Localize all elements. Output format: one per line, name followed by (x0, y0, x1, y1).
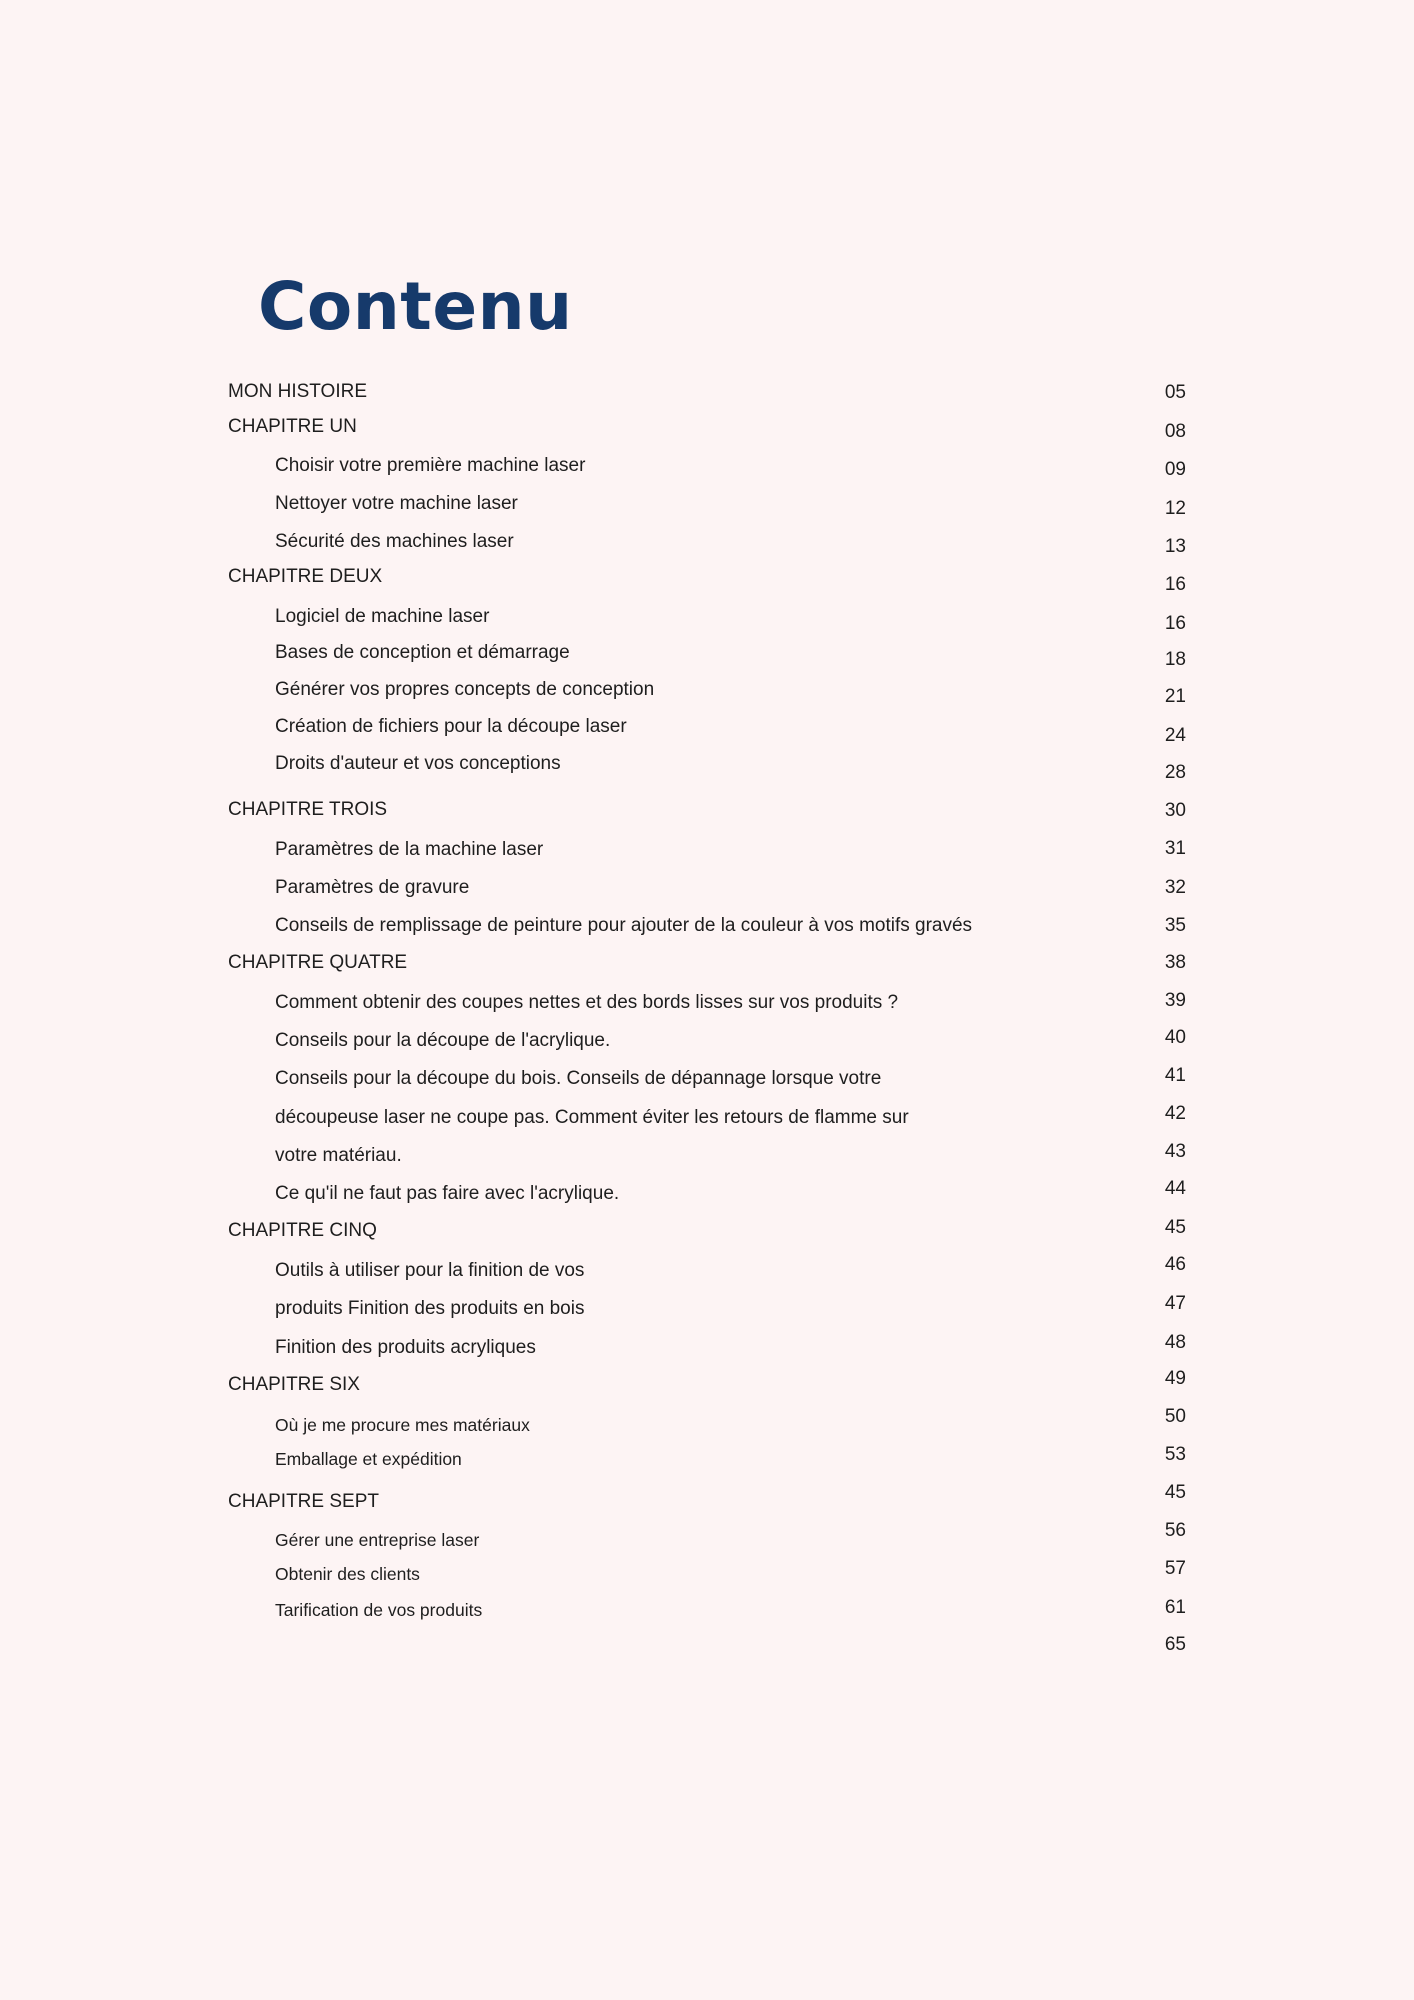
toc-chapter-six: CHAPITRE SIX (228, 1374, 360, 1395)
toc-item: Générer vos propres concepts de conception (275, 679, 655, 700)
toc-item: Création de fichiers pour la découpe laser (275, 716, 627, 737)
page-number: 18 (1164, 649, 1186, 670)
toc-item: Conseils de remplissage de peinture pour ajouter de la couleur à vos motifs gravés (275, 915, 973, 936)
toc-item: Choisir votre première machine laser (275, 455, 586, 476)
toc-item: Paramètres de gravure (275, 877, 470, 898)
page-number: 28 (1164, 762, 1186, 783)
page-number: 61 (1164, 1597, 1186, 1618)
page-number: 47 (1164, 1293, 1186, 1314)
toc-item: Comment obtenir des coupes nettes et des bords lisses sur vos produits ? (275, 992, 899, 1013)
page-number: 16 (1164, 574, 1186, 595)
page-number: 16 (1164, 613, 1186, 634)
toc-item: Bases de conception et démarrage (275, 642, 570, 663)
page-number: 40 (1164, 1027, 1186, 1048)
toc-item: Obtenir des clients (275, 1564, 420, 1584)
page-number: 30 (1164, 800, 1186, 821)
page-number: 45 (1164, 1217, 1186, 1238)
toc-item: Ce qu'il ne faut pas faire avec l'acrylique. (275, 1183, 620, 1204)
toc-item: Conseils pour la découpe de l'acrylique. (275, 1030, 611, 1051)
toc-item: Outils à utiliser pour la finition de vos (275, 1260, 585, 1281)
page-number: 41 (1164, 1065, 1186, 1086)
page-number: 35 (1164, 915, 1186, 936)
page-number: 31 (1164, 838, 1186, 859)
toc-item: Droits d'auteur et vos conceptions (275, 753, 561, 774)
toc-item: Tarification de vos produits (275, 1600, 483, 1620)
toc-item: Conseils pour la découpe du bois. Conseils de dépannage lorsque votre (275, 1068, 882, 1089)
page-number: 46 (1164, 1254, 1186, 1275)
page-number: 50 (1164, 1406, 1186, 1427)
toc-item: Emballage et expédition (275, 1449, 462, 1469)
page-number: 32 (1164, 877, 1186, 898)
page-number: 57 (1164, 1558, 1186, 1579)
page-number: 05 (1164, 382, 1186, 403)
toc-chapter-trois: CHAPITRE TROIS (228, 799, 388, 820)
toc-item: découpeuse laser ne coupe pas. Comment éviter les retours de flamme sur (275, 1107, 909, 1128)
toc-chapter-deux: CHAPITRE DEUX (228, 566, 383, 587)
toc-item: Sécurité des machines laser (275, 531, 514, 552)
toc-item: produits Finition des produits en bois (275, 1298, 585, 1319)
toc-chapter-sept: CHAPITRE SEPT (228, 1491, 379, 1512)
page-number: 65 (1164, 1634, 1186, 1655)
page-title: Contenu (258, 268, 573, 345)
page-number: 43 (1164, 1141, 1186, 1162)
page-number: 12 (1164, 498, 1186, 519)
page-number: 42 (1164, 1103, 1186, 1124)
page-number: 48 (1164, 1332, 1186, 1353)
page-number: 39 (1164, 990, 1186, 1011)
toc-item: Paramètres de la machine laser (275, 839, 544, 860)
toc-chapter-mon-histoire: MON HISTOIRE (228, 381, 367, 402)
toc-item: Où je me procure mes matériaux (275, 1415, 530, 1435)
toc-chapter-un: CHAPITRE UN (228, 416, 357, 437)
toc-item: Finition des produits acryliques (275, 1337, 536, 1358)
toc-chapter-cinq: CHAPITRE CINQ (228, 1220, 377, 1241)
page-number: 45 (1164, 1482, 1186, 1503)
page-number: 21 (1164, 686, 1186, 707)
toc-item: Nettoyer votre machine laser (275, 493, 518, 514)
toc-item: votre matériau. (275, 1145, 402, 1166)
page-number: 08 (1164, 421, 1186, 442)
toc-item: Gérer une entreprise laser (275, 1530, 480, 1550)
page-number: 24 (1164, 725, 1186, 746)
page-number: 53 (1164, 1444, 1186, 1465)
page-number: 56 (1164, 1520, 1186, 1541)
page-number: 13 (1164, 536, 1186, 557)
toc-chapter-quatre: CHAPITRE QUATRE (228, 952, 408, 973)
page-number: 38 (1164, 952, 1186, 973)
page-number: 44 (1164, 1178, 1186, 1199)
page-number: 49 (1164, 1368, 1186, 1389)
toc-item: Logiciel de machine laser (275, 606, 490, 627)
page-number: 09 (1164, 459, 1186, 480)
